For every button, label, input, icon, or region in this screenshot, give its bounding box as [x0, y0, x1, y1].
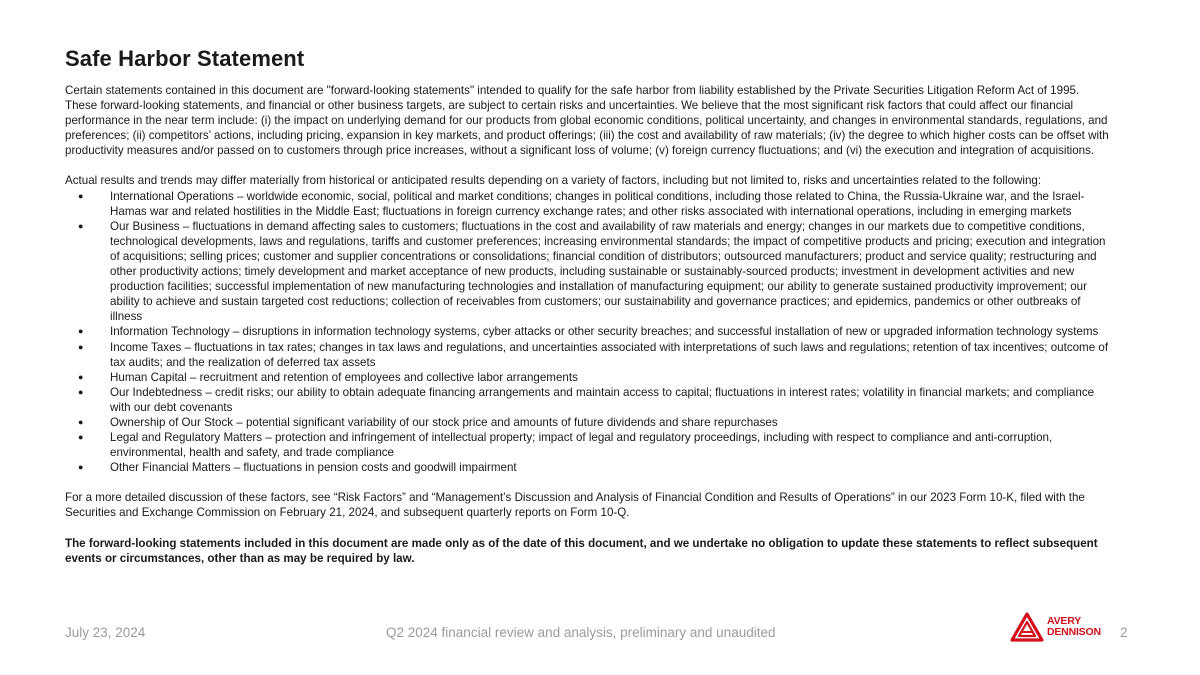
bullet-icon: ●: [78, 220, 84, 231]
list-item: ● Our Indebtedness – credit risks; our ability to obtain adequate financing arrangements and maintain access to capital; fluctuations in interest rates; volatility in financial markets; and compliance with our debt covenants: [78, 385, 1095, 414]
bullet-icon: ●: [78, 341, 84, 352]
footer-caption: Q2 2024 financial review and analysis, preliminary and unaudited: [386, 625, 776, 640]
bullet-icon: ●: [78, 462, 84, 473]
footer-date: July 23, 2024: [65, 625, 146, 640]
list-item: ● Ownership of Our Stock – potential significant variability of our stock price and amounts of future dividends and share repurchases: [78, 415, 778, 429]
bullet-icon: ●: [78, 190, 84, 201]
bullet-icon: ●: [78, 416, 84, 427]
logo-line-2: DENNISON: [1047, 626, 1101, 638]
further-discussion-paragraph: For a more detailed discussion of these factors, see “Risk Factors” and “Management’s Discussion and Analysis of Financial Condition and Results of Operations” in our 2023 Form 10-K, filed with the Securities and Exchange Commission on February 21, 2024, and subsequent quarterly reports on Form 10-Q.: [65, 491, 1085, 520]
list-item: ● International Operations – worldwide economic, social, political and market conditions; changes in political conditions, including those related to China, the Russia-Ukraine war, and the Israel-Hamas war and related hostilities in the Middle East; fluctuations in foreign currency exchange rates; and other risks associated with international operations, including in emerging markets: [78, 189, 1085, 218]
risk-factor-list: [65, 189, 1110, 476]
page-number: 2: [1120, 625, 1128, 640]
spacer: [65, 158, 1110, 173]
bullet-icon: ●: [78, 326, 84, 337]
spacer: [65, 521, 1110, 536]
spacer: [65, 475, 1110, 490]
safe-harbor-body: [65, 83, 1110, 566]
list-item: ● Our Business – fluctuations in demand affecting sales to customers; fluctuations in the cost and availability of raw materials and energy; changes in our markets due to competitive conditions, technological developments, laws and regulations, tariffs and customer preferences; increasing environmental standards; the impact of competitive products and pricing; execution and integration of acquisitions; selling prices; customer and supplier concentrations or consolidations; financial condition of distributors; outsourced manufacturers; product and service quality; restructuring and other productivity actions; timely development and market acceptance of new products, including sustainable or sustainably-sourced products; investment in development activities and new production facilities; successful implementation of new manufacturing technologies and installation of manufacturing equipment; our ability to generate sustained productivity improvement; our ability to achieve and sustain targeted cost reductions; collection of receivables from customers; our sustainability and governance practices; and epidemics, pandemics or other outbreaks of illness: [78, 219, 1106, 324]
list-item: ● Legal and Regulatory Matters – protection and infringement of intellectual property; impact of legal and regulatory proceedings, including with respect to compliance and anti-corruption, environmental, health and safety, and trade compliance: [78, 431, 1053, 460]
bullet-icon: ●: [78, 371, 84, 382]
logo-line-1: AVERY: [1047, 615, 1082, 627]
list-item: ● Information Technology – disruptions in information technology systems, cyber attacks or other security breaches; and successful installation of new or upgraded information technology systems: [78, 325, 1099, 339]
bullet-icon: ●: [78, 432, 84, 443]
bullet-icon: ●: [78, 386, 84, 397]
logo-wordmark: [1047, 616, 1101, 638]
page-title: Safe Harbor Statement: [65, 46, 305, 71]
avery-dennison-logo-icon: [1010, 612, 1044, 642]
intro-paragraph: Certain statements contained in this document are "forward-looking statements" intended to qualify for the safe harbor from liability established by the Private Securities Litigation Reform Act of 1995. These forward-looking statements, and financial or other business targets, are subject to certain risks and uncertainties. We believe that the most significant risk factors that could affect our financial performance in the near term include: (i) the impact on underlying demand for our products from global economic conditions, political uncertainty, and changes in environmental standards, regulations, and preferences; (ii) competitors’ actions, including pricing, expansion in key markets, and product offerings; (iii) the cost and availability of raw materials; (iv) the degree to which higher costs can be offset with productivity measures and/or passed on to customers through price increases, without a significant loss of volume; (v) foreign currency fluctuations; and (vi) the execution and integration of acquisitions.: [65, 84, 1109, 158]
list-item: ● Income Taxes – fluctuations in tax rates; changes in tax laws and regulations, and uncertainties associated with interpretations of such laws and regulations; retention of tax incentives; outcome of tax audits; and the realization of deferred tax assets: [78, 340, 1109, 369]
company-logo: [1010, 611, 1110, 643]
actual-results-lead: Actual results and trends may differ materially from historical or anticipated results depending on a variety of factors, including but not limited to, risks and uncertainties related to the following:: [65, 174, 1042, 188]
closing-statement: The forward-looking statements included in this document are made only as of the date of this document, and we undertake no obligation to update these statements to reflect subsequent events or circumstances, other than as may be required by law.: [65, 536, 1098, 565]
list-item: ● Human Capital – recruitment and retention of employees and collective labor arrangements: [78, 370, 578, 384]
list-item: ● Other Financial Matters – fluctuations in pension costs and goodwill impairment: [78, 461, 517, 475]
